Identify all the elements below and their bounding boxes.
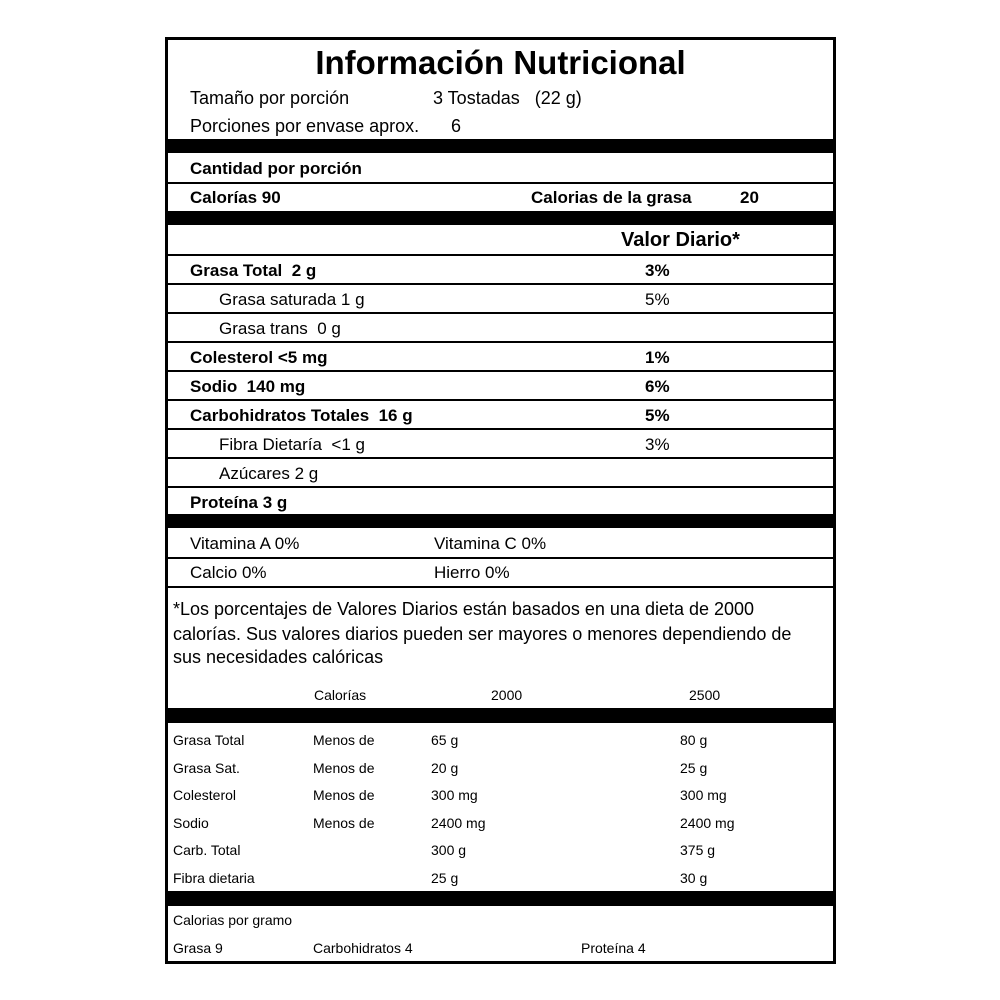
calories-from-fat-value: 20 — [740, 188, 759, 207]
dv-row-2000: 300 mg — [431, 787, 478, 803]
dv-row-nutrient: Carb. Total — [173, 842, 241, 858]
thick-divider — [168, 139, 833, 153]
thick-divider — [168, 211, 833, 225]
nutrient-name: Grasa Total 2 g — [190, 261, 317, 280]
nutrient-name: Grasa saturada 1 g — [219, 290, 365, 309]
dv-row-2500: 300 mg — [680, 787, 727, 803]
dv-row-qualifier: Menos de — [313, 814, 375, 831]
divider — [168, 457, 833, 459]
footnote-line-1: *Los porcentajes de Valores Diarios están basados en una dieta de 2000 — [173, 599, 755, 619]
calories-per-gram-fat: Grasa 9 — [173, 940, 223, 956]
dv-row-qualifier: Menos de — [313, 732, 375, 748]
nutrient-name: Carbohidratos Totales 16 g — [190, 406, 413, 425]
divider — [168, 182, 833, 184]
divider — [168, 557, 833, 559]
divider — [168, 428, 833, 430]
nutrient-daily-value: 6% — [645, 377, 670, 396]
dv-table-header-2500: 2500 — [689, 687, 721, 703]
calories-from-fat-label: Calorias de la grasa — [531, 188, 692, 207]
dv-row-nutrient: Sodio — [173, 814, 209, 831]
dv-row-2000: 25 g — [431, 869, 459, 886]
daily-value-header: Valor Diario* — [621, 229, 740, 251]
calories: Calorías 90 — [190, 188, 281, 207]
serving-size-label: Tamaño por porción — [190, 88, 350, 108]
dv-row-2000: 300 g — [431, 842, 467, 858]
calcium: Calcio 0% — [190, 563, 267, 582]
divider — [168, 283, 833, 285]
dv-row-qualifier: Menos de — [313, 759, 375, 776]
nutrient-name: Grasa trans 0 g — [219, 319, 341, 338]
divider — [168, 586, 833, 588]
nutrient-name: Fibra Dietaría <1 g — [219, 435, 365, 454]
calories-per-gram-carbs: Carbohidratos 4 — [313, 940, 413, 956]
dv-row-nutrient: Colesterol — [173, 787, 237, 803]
iron: Hierro 0% — [434, 563, 510, 582]
thick-divider — [168, 891, 833, 906]
divider — [168, 254, 833, 256]
divider — [168, 370, 833, 372]
dv-row-nutrient: Grasa Sat. — [173, 759, 240, 776]
dv-row-2500: 80 g — [680, 732, 708, 748]
nutrient-daily-value: 3% — [645, 435, 670, 454]
dv-table-header-2000: 2000 — [491, 687, 523, 703]
divider — [168, 341, 833, 343]
nutrient-name: Azúcares 2 g — [219, 464, 319, 483]
dv-row-nutrient: Grasa Total — [173, 732, 245, 748]
dv-row-2500: 30 g — [680, 869, 708, 886]
dv-row-nutrient: Fibra dietaria — [173, 869, 255, 886]
nutrient-daily-value: 5% — [645, 406, 670, 425]
dv-row-2500: 375 g — [680, 842, 716, 858]
dv-row-2000: 65 g — [431, 732, 459, 748]
dv-table-header-calories: Calorías — [314, 687, 367, 703]
calories-per-gram-protein: Proteína 4 — [581, 940, 646, 956]
nutrient-name: Proteína 3 g — [190, 493, 288, 512]
dv-row-qualifier: Menos de — [313, 787, 375, 803]
vitamin-c: Vitamina C 0% — [434, 534, 547, 553]
divider — [168, 399, 833, 401]
divider — [168, 486, 833, 488]
footnote-line-3: sus necesidades calóricas — [173, 647, 384, 667]
dv-row-2500: 2400 mg — [680, 814, 735, 831]
footnote-line-2: calorías. Sus valores diarios pueden ser mayores o menores dependiendo de — [173, 624, 792, 644]
nutrient-name: Sodio 140 mg — [190, 377, 306, 396]
nutrient-daily-value: 3% — [645, 261, 670, 280]
serving-size-value: 3 Tostadas (22 g) — [433, 88, 582, 108]
divider — [168, 312, 833, 314]
dv-row-2000: 2400 mg — [431, 814, 486, 831]
servings-per-container-value: 6 — [451, 116, 462, 136]
label-title: Información Nutricional — [315, 44, 686, 81]
nutrient-name: Colesterol <5 mg — [190, 348, 328, 367]
nutrient-daily-value: 5% — [645, 290, 670, 309]
servings-per-container-label: Porciones por envase aprox. — [190, 116, 420, 136]
thick-divider — [168, 708, 833, 723]
amount-per-serving: Cantidad por porción — [190, 159, 362, 178]
nutrient-daily-value: 1% — [645, 348, 670, 367]
calories-per-gram-label: Calorias por gramo — [173, 912, 293, 928]
nutrition-label — [165, 37, 836, 964]
vitamin-a: Vitamina A 0% — [190, 534, 300, 553]
dv-row-2500: 25 g — [680, 759, 708, 776]
dv-row-2000: 20 g — [431, 759, 459, 776]
thick-divider — [168, 514, 833, 528]
